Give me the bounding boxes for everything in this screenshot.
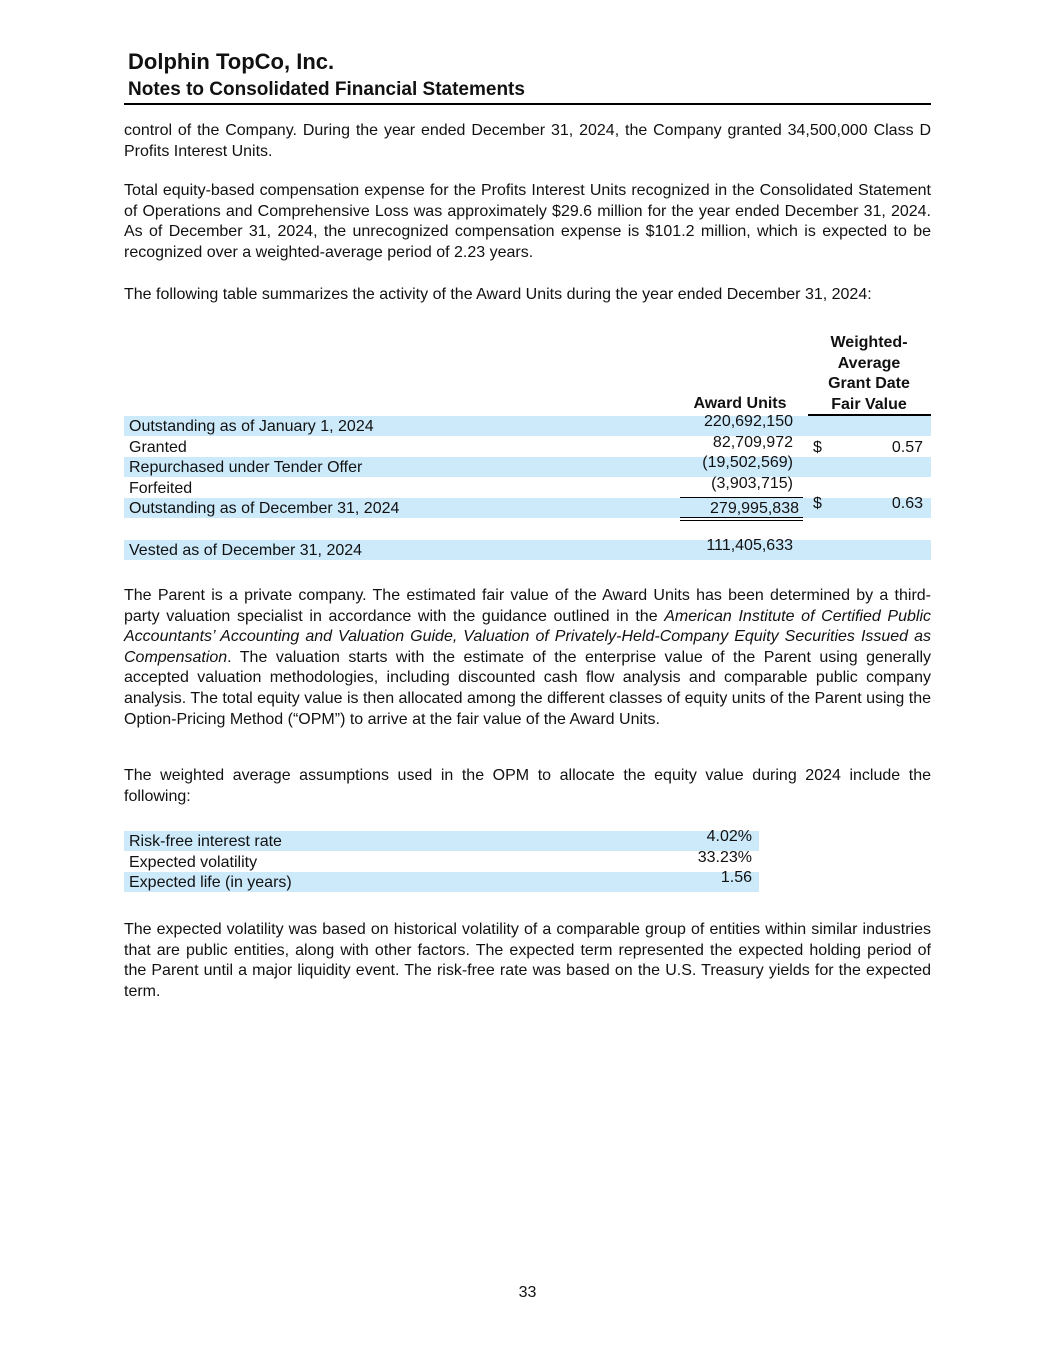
double-rule-bottom bbox=[680, 520, 803, 521]
total-rule bbox=[680, 497, 803, 498]
paragraph-1: control of the Company. During the year ended December 31, 2024, the Company granted 34,500,000 Class D Profits Interest Units. bbox=[124, 122, 931, 160]
row-label: Outstanding as of December 31, 2024 bbox=[129, 500, 400, 517]
assumption-value: 33.23% bbox=[697, 849, 752, 866]
row-label: Forfeited bbox=[129, 480, 193, 497]
row-fair-value: 0.57 bbox=[891, 439, 923, 456]
row-units: 220,692,150 bbox=[704, 413, 793, 430]
currency-sign: $ bbox=[813, 495, 822, 512]
fv-header-line: Grant Date bbox=[828, 375, 910, 392]
table-row bbox=[124, 454, 931, 477]
row-units: (3,903,715) bbox=[711, 475, 793, 492]
table-row bbox=[124, 828, 759, 851]
guide-title: American Institute of Certified Public Accountants’ Accounting and Valuation Guide, Valuation of Privately-Held-Company Equity Securities Issued as Compensation bbox=[124, 607, 932, 666]
assumption-value: 1.56 bbox=[720, 869, 752, 886]
document-header bbox=[128, 48, 931, 102]
fv-header-line: Fair Value bbox=[831, 395, 907, 413]
row-label: Repurchased under Tender Offer bbox=[129, 459, 363, 476]
row-units: (19,502,569) bbox=[702, 454, 793, 471]
row-units: 279,995,838 bbox=[710, 500, 799, 517]
row-units: 82,709,972 bbox=[712, 434, 793, 451]
row-label: Granted bbox=[129, 439, 187, 456]
assumption-label: Expected volatility bbox=[129, 854, 258, 871]
assumption-value: 4.02% bbox=[706, 828, 752, 845]
table-row bbox=[124, 475, 931, 498]
company-name: Dolphin TopCo, Inc. bbox=[128, 49, 335, 74]
paragraph-3: The following table summarizes the activity of the Award Units during the year ended December 31, 2024: bbox=[124, 286, 872, 303]
fv-header-line: Average bbox=[837, 354, 901, 372]
paragraph-4 bbox=[124, 586, 931, 730]
table-row bbox=[124, 434, 931, 457]
header-rule bbox=[124, 103, 931, 105]
page-title: Notes to Consolidated Financial Statements bbox=[128, 79, 525, 100]
fv-header-line: Weighted- bbox=[830, 334, 908, 351]
row-label: Vested as of December 31, 2024 bbox=[129, 542, 363, 559]
assumption-label: Expected life (in years) bbox=[129, 874, 292, 891]
table-row bbox=[124, 869, 759, 892]
paragraph-5: The weighted average assumptions used in the OPM to allocate the equity value during 2024 include the following: bbox=[124, 767, 931, 805]
paragraph-2: Total equity-based compensation expense for the Profits Interest Units recognized in the Consolidated Statement of Operations and Comprehensive Loss was approximately $29.6 million for the year ended December 31, 2024. As of December 31, 2024, the unrecognized compensation expense is $101.2 million, which is expected to be recognized over a weighted-average period of 2.23 years. bbox=[124, 182, 931, 261]
table-row bbox=[124, 413, 931, 436]
row-label: Outstanding as of January 1, 2024 bbox=[129, 418, 374, 435]
page-number: 33 bbox=[518, 1284, 537, 1301]
paragraph-4-text: The Parent is a private company. The estimated fair value of the Award Units has been determined by a third-party valuation specialist in accordance with the guidance outlined in the bbox=[124, 587, 931, 625]
row-fair-value: 0.63 bbox=[891, 495, 923, 512]
paragraph-4-text: . The valuation starts with the estimate of the enterprise value of the Parent using generally accepted valuation methodologies, including discounted cash flow analysis and comparable public company analysis. The total equity value is then allocated among the different classes of equity units of the Parent using the Option-Pricing Method (“OPM”) to arrive at the fair value of the Award Units. bbox=[124, 648, 932, 728]
assumption-label: Risk-free interest rate bbox=[129, 833, 282, 850]
column-header-award-units: Award Units bbox=[693, 395, 787, 412]
table-row bbox=[124, 495, 931, 518]
row-units: 111,405,633 bbox=[706, 537, 793, 554]
table-row bbox=[124, 849, 759, 872]
table-row bbox=[124, 537, 931, 560]
column-header-fair-value bbox=[812, 333, 926, 415]
paragraph-6: The expected volatility was based on historical volatility of a comparable group of entities within similar industries that are public entities, along with other factors. The expected term represented the expected holding period of the Parent until a major liquidity event. The risk-free rate was based on the U.S. Treasury yields for the expected term. bbox=[124, 921, 931, 1000]
currency-sign: $ bbox=[813, 439, 822, 456]
double-rule-top bbox=[680, 517, 803, 518]
